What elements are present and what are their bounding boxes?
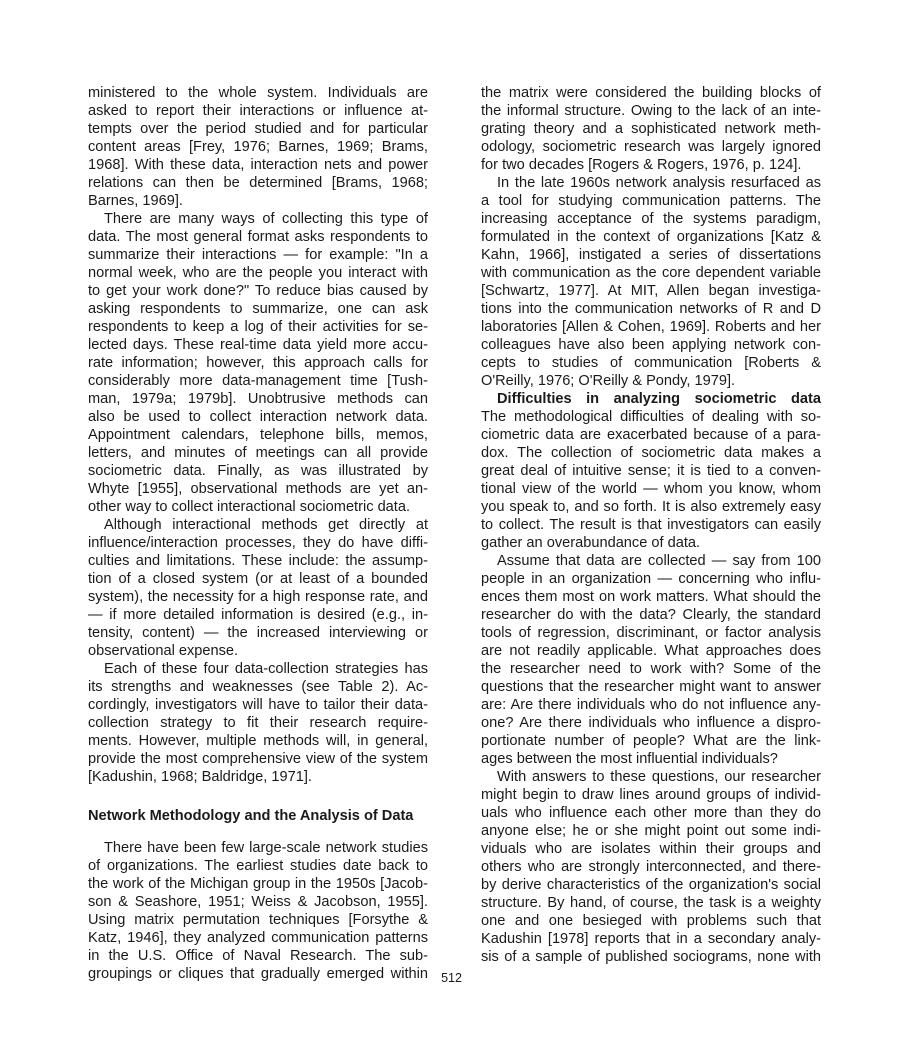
text-line: by derive characteristics of the organization's social <box>481 877 821 893</box>
text-line: uals who influence each other more than they do <box>481 805 821 821</box>
text-line: rate information; however, this approach calls for <box>88 355 428 371</box>
text-line: The methodological difficulties of dealing with so- <box>481 409 821 425</box>
text-line: summarize their interactions — for example: "In a <box>88 247 428 263</box>
text-line: the matrix were considered the building blocks of <box>481 85 821 101</box>
text-line: considerably more data-management time [Tush- <box>88 373 428 389</box>
text-line: others who are strongly interconnected, and there- <box>481 859 821 875</box>
left-column <box>88 84 428 983</box>
text-line: are: Are there individuals who do not influence any- <box>481 697 821 713</box>
text-line: Whyte [1955], observational methods are yet an- <box>88 481 428 497</box>
page-number: 512 <box>441 971 462 985</box>
text-line: tion of a closed system (or at least of a bounded <box>88 571 428 587</box>
text-line: with communication as the core dependent variable <box>481 265 821 281</box>
paragraph <box>88 516 428 660</box>
text-line: 1968]. With these data, interaction nets and power <box>88 157 428 173</box>
text-line: ences them most on work matters. What should the <box>481 589 821 605</box>
paragraph <box>481 768 821 966</box>
text-line: ages between the most influential individuals? <box>481 751 778 767</box>
text-line: viduals who are isolates within their groups and <box>481 841 821 857</box>
text-line: the informal structure. Owing to the lack of an inte- <box>481 103 821 119</box>
text-line: the researcher need to work with? Some of the <box>481 661 821 677</box>
text-line: anyone else; he or she might point out some indi- <box>481 823 821 839</box>
text-line: to collect. The result is that investigators can easily <box>481 517 821 533</box>
text-line: sis of a sample of published sociograms, none with <box>481 949 821 965</box>
text-line: one and one besieged with problems such that <box>481 913 821 929</box>
text-line: provide the most comprehensive view of the system <box>88 751 428 767</box>
text-line: ments. However, multiple methods will, in general, <box>88 733 428 749</box>
text-line: content areas [Frey, 1976; Barnes, 1969; Brams, <box>88 139 428 155</box>
paragraph <box>481 84 821 174</box>
text-line: system), the necessity for a high response rate, and <box>88 589 428 605</box>
text-line: tools of regression, discriminant, or factor analysis <box>481 625 821 641</box>
text-line: tensity, content) — the increased interviewing or <box>88 625 428 641</box>
text-line: Using matrix permutation techniques [Forsythe & <box>88 912 428 928</box>
text-line: a tool for studying communication patterns. The <box>481 193 821 209</box>
text-line: normal week, who are the people you interact with <box>88 265 428 281</box>
paragraph <box>481 174 821 390</box>
text-line: the work of the Michigan group in the 1950s [Jacob- <box>88 876 428 892</box>
section-heading: Network Methodology and the Analysis of Data <box>88 808 414 824</box>
text-line: tempts over the period studied and for particular <box>88 121 428 137</box>
paragraph <box>88 84 428 210</box>
text-line: you speak to, and so forth. It is also extremely easy <box>481 499 821 515</box>
text-line: portionate number of people? What are the link- <box>481 733 821 749</box>
text-line: son & Seashore, 1951; Weiss & Jacobson, 1955]. <box>88 894 428 910</box>
text-line: researcher do with the data? Clearly, the standard <box>481 607 821 623</box>
text-line: questions that the researcher might want to answer <box>481 679 821 695</box>
text-line: — if more detailed information is desired (e.g., in- <box>88 607 428 623</box>
text-line: In the late 1960s network analysis resurfaced as <box>497 175 821 191</box>
text-line: its strengths and weaknesses (see Table 2). Ac- <box>88 679 428 695</box>
text-line: culties and limitations. These include: the assump- <box>88 553 428 569</box>
paragraph <box>481 390 821 552</box>
text-line: colleagues have also been applying network con- <box>481 337 821 353</box>
text-line: also be used to collect interaction network data. <box>88 409 428 425</box>
text-line: great deal of intuitive sense; it is tied to a conven- <box>481 463 821 479</box>
text-line: in the U.S. Office of Naval Research. The sub- <box>88 948 428 964</box>
text-line: collection strategy to fit their research require- <box>88 715 428 731</box>
text-line: Appointment calendars, telephone bills, memos, <box>88 427 428 443</box>
text-line: tions into the communication networks of R and D <box>481 301 821 317</box>
text-line: man, 1979a; 1979b]. Unobtrusive methods can <box>88 391 428 407</box>
text-line: cepts to studies of communication [Roberts & <box>481 355 821 371</box>
paragraph <box>88 839 428 983</box>
text-line: dox. The collection of sociometric data makes a <box>481 445 821 461</box>
text-line: formulated in the context of organizations [Katz & <box>481 229 821 245</box>
text-line: Kahn, 1966], instigated a series of dissertations <box>481 247 821 263</box>
text-line: might begin to draw lines around groups of individ- <box>481 787 821 803</box>
text-line: relations can then be determined [Brams, 1968; <box>88 175 428 191</box>
text-line: asked to report their interactions or influence at- <box>88 103 428 119</box>
text-line: people in an organization — concerning who influ- <box>481 571 821 587</box>
text-line: observational expense. <box>88 643 239 659</box>
text-line: respondents to keep a log of their activities for se- <box>88 319 428 335</box>
text-line: asking respondents to summarize, one can ask <box>88 301 428 317</box>
text-line: letters, and minutes of meetings can all provide <box>88 445 428 461</box>
text-line: tional view of the world — whom you know, whom <box>481 481 821 497</box>
text-line: structure. By hand, of course, the task is a weighty <box>481 895 821 911</box>
text-line: to get your work done?" To reduce bias caused by <box>88 283 428 299</box>
text-line: ministered to the whole system. Individuals are <box>88 85 428 101</box>
text-line: grating theory and a sophisticated network meth- <box>481 121 821 137</box>
text-line: Assume that data are collected — say from 100 <box>497 553 821 569</box>
text-line: increasing acceptance of the systems paradigm, <box>481 211 821 227</box>
paragraph <box>88 210 428 516</box>
text-line: odology, sociometric research was largely ignored <box>481 139 821 155</box>
text-line: There are many ways of collecting this type of <box>104 211 428 227</box>
text-line: Each of these four data-collection strategies has <box>104 661 428 677</box>
paragraph <box>481 552 821 768</box>
text-line: With answers to these questions, our researcher <box>497 769 821 785</box>
text-line: influence/interaction processes, they do have diffi- <box>88 535 428 551</box>
subsection-heading: Difficulties in analyzing sociometric data <box>497 391 821 407</box>
text-line: for two decades [Rogers & Rogers, 1976, p. 124]. <box>481 157 802 173</box>
text-line: are not readily applicable. What approaches does <box>481 643 821 659</box>
text-line: Kadushin [1978] reports that in a secondary analy- <box>481 931 821 947</box>
text-line: one? Are there individuals who influence a dispro- <box>481 715 821 731</box>
text-line: Although interactional methods get directly at <box>104 517 428 533</box>
text-line: groupings or cliques that gradually emerged within <box>88 966 428 982</box>
text-line: other way to collect interactional sociometric data. <box>88 499 411 515</box>
text-line: Katz, 1946], they analyzed communication patterns <box>88 930 428 946</box>
text-line: [Schwartz, 1977]. At MIT, Allen began investiga- <box>481 283 821 299</box>
text-line: cordingly, investigators will have to tailor their data- <box>88 697 428 713</box>
text-line: [Kadushin, 1968; Baldridge, 1971]. <box>88 769 312 785</box>
text-line: of organizations. The earliest studies date back to <box>88 858 428 874</box>
text-line: lected days. These real-time data yield more accu- <box>88 337 428 353</box>
text-line: O'Reilly, 1976; O'Reilly & Pondy, 1979]. <box>481 373 736 389</box>
text-line: There have been few large-scale network studies <box>104 840 428 856</box>
text-line: data. The most general format asks respondents to <box>88 229 428 245</box>
text-line: Barnes, 1969]. <box>88 193 183 209</box>
text-line: gather an overabundance of data. <box>481 535 701 551</box>
text-line: ciometric data are exacerbated because of a para- <box>481 427 821 443</box>
text-line: laboratories [Allen & Cohen, 1969]. Roberts and her <box>481 319 821 335</box>
right-column <box>481 84 821 966</box>
paragraph <box>88 660 428 786</box>
text-line: sociometric data. Finally, as was illustrated by <box>88 463 428 479</box>
